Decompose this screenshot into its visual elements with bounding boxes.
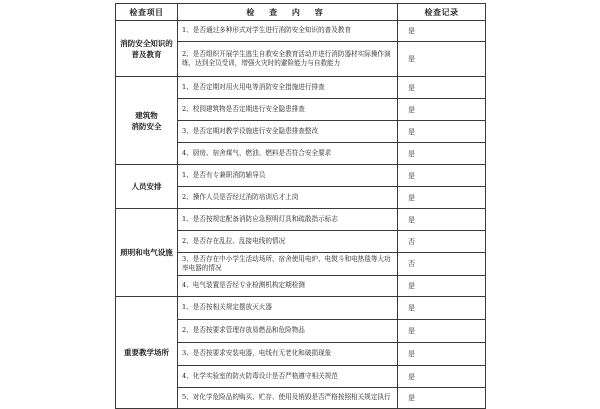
content-cell: 1、是否定期对用火用电等消防安全措施进行排查 [178, 77, 398, 99]
record-cell: 是 [398, 165, 486, 187]
table-row [116, 77, 486, 99]
record-cell: 是 [398, 42, 486, 77]
content-cell: 1、是否有专兼职消防辅导员 [178, 165, 398, 187]
content-cell: 4、电气装置是否经专业检测机构定期检测 [178, 276, 398, 297]
record-cell: 是 [398, 99, 486, 121]
record-cell: 是 [398, 143, 486, 165]
record-cell: 是 [398, 21, 486, 42]
record-cell: 否 [398, 253, 486, 276]
header-content: 检 查 内 容 [178, 4, 398, 21]
header-item: 检查项目 [116, 4, 178, 21]
content-cell: 2、是否存在乱拉、乱接电线的情况 [178, 231, 398, 253]
category-cell: 建筑物 消防安全 [116, 77, 178, 165]
content-cell: 4、化学实验室的防火防毒设计是否严格遵守相关规范 [178, 366, 398, 388]
content-cell: 2、校园建筑物是否定期进行安全隐患排查 [178, 99, 398, 121]
record-cell: 否 [398, 231, 486, 253]
header-record: 检查记录 [398, 4, 486, 21]
record-cell: 是 [398, 320, 486, 343]
record-cell: 是 [398, 209, 486, 231]
record-cell: 是 [398, 77, 486, 99]
record-cell: 是 [398, 343, 486, 366]
inspection-table [115, 3, 486, 409]
record-cell: 是 [398, 388, 486, 409]
record-cell: 是 [398, 187, 486, 209]
table-row [116, 297, 486, 320]
content-cell: 1、是否按相关规定摆放灭火器 [178, 297, 398, 320]
header-row [116, 4, 486, 21]
content-cell: 1、是否按规定配备消防应急照明灯具和疏散指示标志 [178, 209, 398, 231]
content-cell: 5、对化学危险品的购买、贮存、使用及销毁是否严格按照相关规定执行 [178, 388, 398, 409]
content-cell: 2、操作人员是否经过消防培训后才上岗 [178, 187, 398, 209]
table-row [116, 165, 486, 187]
content-cell: 2、是否按要求管理存放易燃品和危险物品 [178, 320, 398, 343]
content-cell: 3、是否按要求安装电器，电线有无老化和破损现象 [178, 343, 398, 366]
table-row [116, 209, 486, 231]
content-cell: 2、是否组织开展学生逃生自救安全教育活动并进行消防器材实际操作演练，达到全员受训，增强火灾时的避险能力与自救能力 [178, 42, 398, 77]
category-cell: 人员安排 [116, 165, 178, 209]
category-cell: 消防安全知识的 普及教育 [116, 21, 178, 77]
category-cell: 重要教学场所 [116, 297, 178, 409]
record-cell: 是 [398, 297, 486, 320]
record-cell: 是 [398, 276, 486, 297]
record-cell: 是 [398, 366, 486, 388]
content-cell: 3、是否定期对教学设施进行安全隐患排查整改 [178, 121, 398, 143]
record-cell: 是 [398, 121, 486, 143]
table-row [116, 21, 486, 42]
content-cell: 1、是否通过多种形式对学生进行消防安全知识的普及教育 [178, 21, 398, 42]
category-cell: 照明和电气设施 [116, 209, 178, 297]
content-cell: 3、是否存在中小学生活动场所、宿舍使用电炉、电熨斗和电热毯等大功率电器的情况 [178, 253, 398, 276]
content-cell: 4、厨房、宿舍煤气、燃油、燃料是否符合安全要求 [178, 143, 398, 165]
inspection-sheet [115, 3, 485, 402]
